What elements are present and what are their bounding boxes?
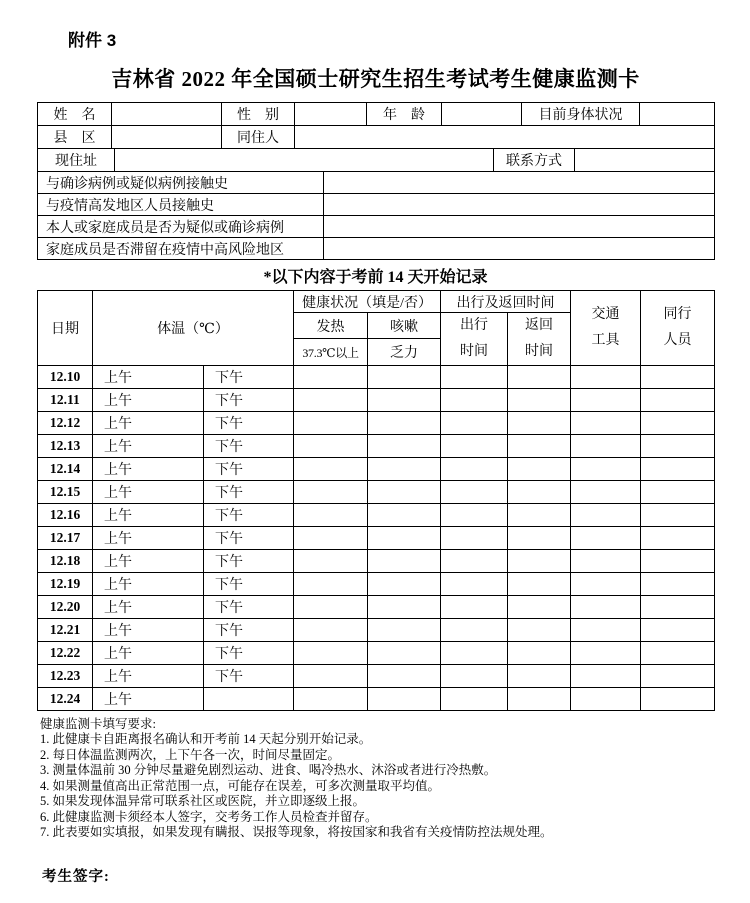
cough-cell [368, 503, 441, 526]
depart-time-cell [441, 641, 508, 664]
name-label: 姓 名 [38, 103, 112, 126]
am-temp-cell: 上午 [93, 365, 204, 388]
pm-temp-cell: 下午 [204, 526, 294, 549]
monitor-row [38, 618, 715, 641]
return-time-cell [508, 503, 571, 526]
header-transport-text: 交通工具 [591, 307, 620, 348]
companion-cell [641, 526, 715, 549]
page-title: 吉林省 2022 年全国硕士研究生招生考试考生健康监测卡 [111, 67, 640, 91]
companion-cell [641, 480, 715, 503]
header-depart-time [441, 313, 508, 366]
depart-time-cell [441, 526, 508, 549]
monitor-row [38, 457, 715, 480]
return-time-cell [508, 687, 571, 710]
cough-cell [368, 526, 441, 549]
fever-cell [294, 434, 368, 457]
am-temp-cell: 上午 [93, 434, 204, 457]
header-companions-text: 同行人员 [663, 307, 692, 348]
return-time-cell [508, 457, 571, 480]
pm-temp-cell: 下午 [204, 641, 294, 664]
county-label: 县 区 [38, 126, 112, 149]
cough-cell [368, 687, 441, 710]
cough-cell [368, 457, 441, 480]
monitor-row [38, 411, 715, 434]
header-fever-sub: 37.3℃以上 [294, 339, 368, 365]
fever-cell [294, 641, 368, 664]
county-value [112, 126, 222, 149]
return-time-cell [508, 549, 571, 572]
monitor-body [38, 291, 715, 711]
pm-temp-cell: 下午 [204, 618, 294, 641]
companion-cell [641, 457, 715, 480]
transport-cell [571, 664, 641, 687]
companion-cell [641, 595, 715, 618]
transport-cell [571, 434, 641, 457]
note-line: 1. 此健康卡自距离报名确认和开考前 14 天起分别开始记录。 [40, 732, 372, 747]
header-date: 日期 [38, 291, 93, 366]
date-cell: 12.13 [38, 434, 93, 457]
header-return-time-text: 返回时间 [525, 318, 554, 359]
fever-cell [294, 388, 368, 411]
contact-history-row [38, 194, 715, 216]
fever-cell [294, 687, 368, 710]
contact-history-value [324, 194, 715, 216]
header-depart-time-text: 出行时间 [460, 318, 489, 359]
contact-history-value [324, 172, 715, 194]
fever-cell [294, 503, 368, 526]
monitor-row [38, 595, 715, 618]
cough-cell [368, 549, 441, 572]
transport-cell [571, 572, 641, 595]
am-temp-cell: 上午 [93, 549, 204, 572]
contact-history-label: 本人或家庭成员是否为疑似或确诊病例 [38, 216, 324, 238]
note-line: 2. 每日体温监测两次，上下午各一次，时间尽量固定。 [40, 747, 341, 762]
pm-temp-cell: 下午 [204, 503, 294, 526]
depart-time-cell [441, 457, 508, 480]
fever-cell [294, 595, 368, 618]
signature-label: 考生签字: [42, 868, 110, 885]
am-temp-cell: 上午 [93, 480, 204, 503]
fever-cell [294, 457, 368, 480]
cough-cell [368, 618, 441, 641]
monitor-row [38, 687, 715, 710]
attachment-label: 附件 3 [68, 31, 117, 50]
companion-cell [641, 365, 715, 388]
age-value [442, 103, 522, 126]
transport-cell [571, 595, 641, 618]
depart-time-cell [441, 434, 508, 457]
contact-history-value [324, 216, 715, 238]
am-temp-cell: 上午 [93, 664, 204, 687]
notes-list [40, 732, 714, 841]
fever-cell [294, 526, 368, 549]
name-value [112, 103, 222, 126]
contact-label: 联系方式 [494, 149, 575, 172]
pm-temp-cell: 下午 [204, 388, 294, 411]
cough-cell [368, 434, 441, 457]
pm-temp-cell: 下午 [204, 434, 294, 457]
note-line: 4. 如果测量值高出正常范围一点，可能存在误差，可多次测量取平均值。 [40, 778, 441, 793]
transport-cell [571, 388, 641, 411]
health-status-label: 目前身体状况 [522, 103, 640, 126]
depart-time-cell [441, 411, 508, 434]
companion-cell [641, 434, 715, 457]
transport-cell [571, 549, 641, 572]
companion-cell [641, 388, 715, 411]
cough-cell [368, 480, 441, 503]
pm-temp-cell: 下午 [204, 411, 294, 434]
depart-time-cell [441, 618, 508, 641]
return-time-cell [508, 618, 571, 641]
transport-cell [571, 641, 641, 664]
monitor-row [38, 434, 715, 457]
return-time-cell [508, 664, 571, 687]
date-cell: 12.14 [38, 457, 93, 480]
am-temp-cell: 上午 [93, 687, 204, 710]
am-temp-cell: 上午 [93, 618, 204, 641]
header-fever: 发热 [294, 313, 368, 339]
gender-value [295, 103, 367, 126]
pm-temp-cell: 下午 [204, 664, 294, 687]
pm-temp-cell [204, 687, 294, 710]
contact-value [575, 149, 715, 172]
companion-cell [641, 503, 715, 526]
notes-section [40, 717, 714, 841]
transport-cell [571, 618, 641, 641]
date-cell: 12.12 [38, 411, 93, 434]
monitor-header-row-1 [38, 291, 715, 313]
date-cell: 12.24 [38, 687, 93, 710]
am-temp-cell: 上午 [93, 388, 204, 411]
monitor-row [38, 480, 715, 503]
return-time-cell [508, 434, 571, 457]
cough-cell [368, 411, 441, 434]
gender-label: 性 别 [222, 103, 295, 126]
header-transport [571, 291, 641, 366]
health-status-value [640, 103, 715, 126]
address-table [37, 148, 715, 172]
pm-temp-cell: 下午 [204, 365, 294, 388]
cough-cell [368, 641, 441, 664]
pm-temp-cell: 下午 [204, 572, 294, 595]
fever-cell [294, 411, 368, 434]
contact-history-label: 与确诊病例或疑似病例接触史 [38, 172, 324, 194]
notes-heading: 健康监测卡填写要求: [40, 716, 156, 731]
depart-time-cell [441, 595, 508, 618]
fever-cell [294, 618, 368, 641]
address-value [115, 149, 494, 172]
am-temp-cell: 上午 [93, 457, 204, 480]
return-time-cell [508, 365, 571, 388]
header-return-time [508, 313, 571, 366]
pm-temp-cell: 下午 [204, 549, 294, 572]
companion-cell [641, 411, 715, 434]
depart-time-cell [441, 572, 508, 595]
am-temp-cell: 上午 [93, 572, 204, 595]
note-line: 5. 如果发现体温异常可联系社区或医院，并立即逐级上报。 [40, 794, 366, 809]
contact-history-table [37, 171, 715, 260]
transport-cell [571, 526, 641, 549]
depart-time-cell [441, 388, 508, 411]
note-line: 6. 此健康监测卡须经本人签字，交考务工作人员检查并留存。 [40, 809, 378, 824]
date-cell: 12.22 [38, 641, 93, 664]
date-cell: 12.16 [38, 503, 93, 526]
cohabitant-value [295, 126, 715, 149]
return-time-cell [508, 572, 571, 595]
contact-history-row [38, 238, 715, 260]
depart-time-cell [441, 687, 508, 710]
cough-cell [368, 595, 441, 618]
date-cell: 12.10 [38, 365, 93, 388]
transport-cell [571, 365, 641, 388]
cohabitant-label: 同住人 [222, 126, 295, 149]
fever-cell [294, 365, 368, 388]
header-travel-times: 出行及返回时间 [441, 291, 571, 313]
return-time-cell [508, 526, 571, 549]
am-temp-cell: 上午 [93, 526, 204, 549]
monitor-row [38, 549, 715, 572]
fever-cell [294, 549, 368, 572]
return-time-cell [508, 595, 571, 618]
pm-temp-cell: 下午 [204, 457, 294, 480]
note-line: 7. 此表要如实填报，如果发现有瞒报、误报等现象，将按国家和我省有关疫情防控法规处理。 [40, 825, 553, 840]
transport-cell [571, 503, 641, 526]
depart-time-cell [441, 549, 508, 572]
contact-history-body [38, 172, 715, 260]
address-row [38, 149, 715, 172]
header-cough-sub: 乏力 [368, 339, 441, 365]
date-cell: 12.18 [38, 549, 93, 572]
companion-cell [641, 687, 715, 710]
date-cell: 12.17 [38, 526, 93, 549]
address-label: 现住址 [38, 149, 115, 172]
cough-cell [368, 365, 441, 388]
companion-cell [641, 664, 715, 687]
transport-cell [571, 480, 641, 503]
contact-history-row [38, 172, 715, 194]
info-table [37, 102, 715, 149]
cough-cell [368, 664, 441, 687]
companion-cell [641, 549, 715, 572]
info-row-1 [38, 103, 715, 126]
return-time-cell [508, 480, 571, 503]
pm-temp-cell: 下午 [204, 480, 294, 503]
companion-cell [641, 618, 715, 641]
cough-cell [368, 388, 441, 411]
am-temp-cell: 上午 [93, 503, 204, 526]
transport-cell [571, 411, 641, 434]
fever-cell [294, 664, 368, 687]
return-time-cell [508, 388, 571, 411]
header-health-status: 健康状况（填是/否） [294, 291, 441, 313]
date-cell: 12.21 [38, 618, 93, 641]
note-line: 3. 测量体温前 30 分钟尽量避免剧烈运动、进食、喝冷热水、沐浴或者进行冷热敷。 [40, 763, 497, 778]
monitor-table [37, 290, 715, 711]
date-cell: 12.11 [38, 388, 93, 411]
companion-cell [641, 641, 715, 664]
depart-time-cell [441, 480, 508, 503]
age-label: 年 龄 [367, 103, 442, 126]
info-row-2 [38, 126, 715, 149]
monitor-row [38, 641, 715, 664]
date-cell: 12.19 [38, 572, 93, 595]
header-cough: 咳嗽 [368, 313, 441, 339]
contact-history-label: 家庭成员是否滞留在疫情中高风险地区 [38, 238, 324, 260]
header-temperature: 体温（℃） [93, 291, 294, 366]
contact-history-value [324, 238, 715, 260]
monitor-row [38, 526, 715, 549]
am-temp-cell: 上午 [93, 641, 204, 664]
monitor-row [38, 388, 715, 411]
header-companions [641, 291, 715, 366]
companion-cell [641, 572, 715, 595]
am-temp-cell: 上午 [93, 595, 204, 618]
cough-cell [368, 572, 441, 595]
depart-time-cell [441, 664, 508, 687]
depart-time-cell [441, 365, 508, 388]
return-time-cell [508, 411, 571, 434]
section-title: *以下内容于考前 14 天开始记录 [263, 269, 488, 286]
pm-temp-cell: 下午 [204, 595, 294, 618]
date-cell: 12.15 [38, 480, 93, 503]
am-temp-cell: 上午 [93, 411, 204, 434]
fever-cell [294, 572, 368, 595]
fever-cell [294, 480, 368, 503]
monitor-row [38, 664, 715, 687]
monitor-row [38, 503, 715, 526]
transport-cell [571, 687, 641, 710]
date-cell: 12.23 [38, 664, 93, 687]
contact-history-label: 与疫情高发地区人员接触史 [38, 194, 324, 216]
return-time-cell [508, 641, 571, 664]
depart-time-cell [441, 503, 508, 526]
contact-history-row [38, 216, 715, 238]
monitor-row [38, 572, 715, 595]
date-cell: 12.20 [38, 595, 93, 618]
monitor-row [38, 365, 715, 388]
transport-cell [571, 457, 641, 480]
